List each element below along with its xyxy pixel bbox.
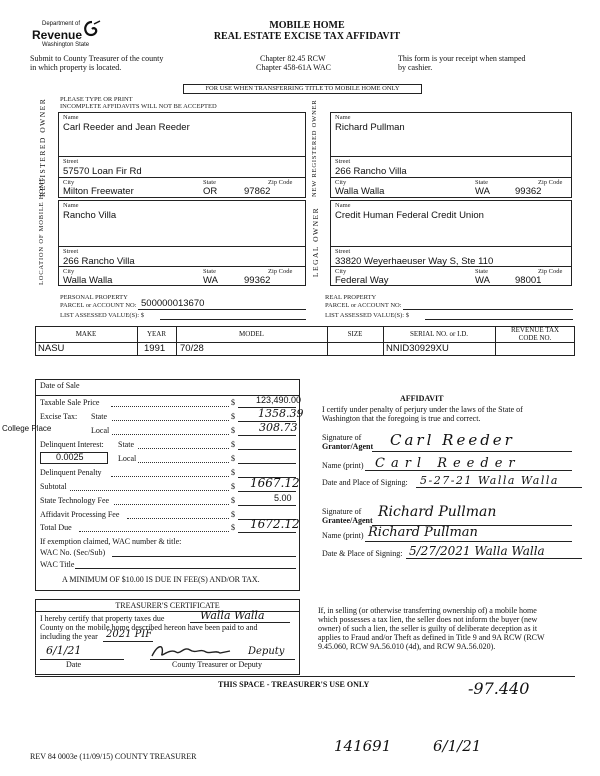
chapter-rcw: Chapter 82.45 RCW — [260, 54, 326, 63]
form-number: REV 84 0003e (11/09/15) COUNTY TREASURER — [30, 752, 197, 761]
receipt-text-1: This form is your receipt when stamped — [398, 54, 526, 63]
personal-list-label: LIST ASSESSED VALUE(S): $ — [60, 312, 144, 319]
grantor-date-label: Date and Place of Signing: — [322, 478, 408, 487]
interest-local-dollar: $ — [231, 454, 235, 463]
subtotal-label: Subtotal — [40, 482, 67, 491]
form-title-2: REAL ESTATE EXCISE TAX AFFIDAVIT — [213, 31, 401, 42]
location-street[interactable]: 266 Rancho Villa — [63, 256, 135, 267]
new-owner-city[interactable]: Walla Walla — [335, 186, 385, 197]
loc-street-label: Street — [63, 248, 79, 255]
grantor-sig-label-2: Grantor/Agent — [322, 442, 374, 451]
delinquent-penalty-label: Delinquent Penalty — [40, 468, 102, 477]
treasurer-date[interactable]: 6/1/21 — [46, 644, 82, 657]
personal-parcel-number[interactable]: 500000013670 — [141, 298, 205, 309]
treasurer-date-label: Date — [66, 660, 82, 669]
legal-owner-state[interactable]: WA — [475, 275, 490, 286]
legal-owner-street[interactable]: 33820 Weyerhaeuser Way S, Ste 110 — [335, 256, 494, 267]
grantee-date-label: Date & Place of Signing: — [322, 549, 403, 558]
new-city-label: City — [335, 179, 347, 186]
reg-owner-zip[interactable]: 97862 — [244, 186, 271, 197]
exemption-label: If exemption claimed, WAC number & title: — [40, 537, 182, 546]
treasurer-line-3: including the year — [40, 632, 98, 641]
grantor-date-place[interactable]: 5-27-21 Walla Walla — [420, 474, 559, 487]
grantee-sig-label-2: Grantee/Agent — [322, 516, 373, 525]
reg-owner-state[interactable]: OR — [203, 186, 218, 197]
notice-text-1: If, in selling (or otherwise transferring ownership of) a mobile home — [318, 606, 537, 615]
treasurer-county[interactable]: Walla Walla — [200, 609, 265, 622]
interest-state-dollar: $ — [231, 440, 235, 449]
form-title-1: MOBILE HOME — [269, 20, 345, 31]
legal-owner-label: LEGAL OWNER — [311, 206, 320, 278]
notice-text-2: which possesses a tax lien, the seller does not inform the buyer (new — [318, 615, 538, 624]
excise-local-value[interactable]: 308.73 — [259, 421, 298, 434]
col-make: MAKE — [75, 330, 97, 338]
new-owner-street[interactable]: 266 Rancho Villa — [335, 166, 407, 177]
treasurer-title: TREASURER'S CERTIFICATE — [115, 601, 220, 610]
treasurer-sign-label: County Treasurer or Deputy — [172, 660, 262, 669]
registered-owner-label: REGISTERED OWNER — [38, 97, 47, 197]
use-banner: FOR USE WHEN TRANSFERRING TITLE TO MOBILE HOME ONLY — [183, 84, 422, 94]
excise-state-dollar: $ — [231, 412, 235, 421]
logo-dept-text: Department of — [42, 21, 81, 27]
tech-fee-value[interactable]: 5.00 — [274, 493, 292, 503]
vehicle-model[interactable]: 70/28 — [180, 343, 204, 354]
reg-state-label: State — [203, 179, 216, 186]
logo-state-text: Washington State — [42, 42, 90, 48]
real-property-label: REAL PROPERTY — [325, 294, 377, 301]
college-place: College Place — [2, 424, 52, 433]
notice-text-5: 9.45.060, RCW 9A.56.010 (4d), and RCW 9A.56.020). — [318, 642, 496, 651]
legal-name-label: Name — [335, 202, 351, 209]
notice-text-4: applies to Fraud and/or Theft as defined in Title 9 and 9A RCW (RCW — [318, 633, 545, 642]
location-label: LOCATION OF MOBILE HOME — [38, 176, 45, 285]
reg-owner-street[interactable]: 57570 Loan Fir Rd — [63, 166, 142, 177]
loc-state-label: State — [203, 268, 216, 275]
affidavit-fee-label: Affidavit Processing Fee — [40, 510, 120, 519]
treasurer-year[interactable]: 2021 PIF — [106, 629, 153, 640]
chapter-wac: Chapter 458-61A WAC — [256, 63, 331, 72]
interest-local-label: Local — [118, 454, 137, 463]
grantee-name-print[interactable]: Richard Pullman — [368, 525, 478, 540]
loc-city-label: City — [63, 268, 75, 275]
notice-text-3: owner) of such a lien, the seller is guilty of deliberate deception as it — [318, 624, 538, 633]
treasurer-use-only: THIS SPACE - TREASURER'S USE ONLY — [218, 680, 370, 689]
excise-state-label: State — [91, 412, 107, 421]
real-list-label: LIST ASSESSED VALUE(S): $ — [325, 312, 409, 319]
location-city[interactable]: Walla Walla — [63, 275, 113, 286]
excise-local-dollar: $ — [231, 426, 235, 435]
real-parcel-label: PARCEL or ACCOUNT NO: — [325, 302, 402, 309]
taxable-sale-price[interactable]: 123,490.00 — [256, 395, 302, 405]
loc-zip-label: Zip Code — [268, 268, 293, 275]
location-state[interactable]: WA — [203, 275, 218, 286]
new-owner-label: NEW REGISTERED OWNER — [311, 99, 318, 197]
date-of-sale-label: Date of Sale — [40, 381, 80, 390]
grantor-name-print[interactable]: Carl Reeder — [375, 456, 521, 471]
new-owner-zip[interactable]: 99362 — [515, 186, 542, 197]
grantee-name-label: Name (print) — [322, 531, 364, 540]
submit-text-1: Submit to County Treasurer of the county — [30, 54, 164, 63]
reg-name-label: Name — [63, 114, 79, 121]
treasurer-line-1: I hereby certify that property taxes due — [40, 614, 165, 623]
personal-parcel-label: PARCEL or ACCOUNT NO: — [60, 302, 137, 309]
subtotal-value[interactable]: 1667.12 — [250, 476, 300, 490]
receipt-number: 141691 — [334, 737, 392, 755]
legal-owner-name[interactable]: Credit Human Federal Credit Union — [335, 210, 484, 221]
treasurer-signature-icon — [150, 642, 232, 660]
vehicle-make[interactable]: NASU — [38, 343, 65, 354]
grantor-name-label: Name (print) — [322, 461, 364, 470]
col-tax-code: REVENUE TAX CODE NO. — [510, 326, 560, 342]
minimum-note: A MINIMUM OF $10.00 IS DUE IN FEE(S) AND/OR TAX. — [62, 575, 260, 584]
grantee-sig-label-1: Signature of — [322, 507, 362, 516]
legal-city-label: City — [335, 268, 347, 275]
new-owner-name[interactable]: Richard Pullman — [335, 122, 405, 133]
col-year: YEAR — [146, 330, 167, 338]
affidavit-text-2: Washington that the foregoing is true and correct. — [322, 414, 481, 423]
wac-no-label: WAC No. (Sec/Sub) — [40, 548, 106, 557]
col-size: SIZE — [347, 330, 363, 338]
total-due-value[interactable]: 1672.12 — [250, 517, 300, 531]
new-street-label: Street — [335, 158, 351, 165]
tech-fee-label: State Technology Fee — [40, 496, 110, 505]
reg-owner-name[interactable]: Carl Reeder and Jean Reeder — [63, 122, 190, 133]
interest-state-label: State — [118, 440, 134, 449]
delinquent-interest-label: Delinquent Interest: — [40, 440, 104, 449]
reg-city-label: City — [63, 179, 75, 186]
location-name[interactable]: Rancho Villa — [63, 210, 117, 221]
new-zip-label: Zip Code — [538, 179, 563, 186]
legal-state-label: State — [475, 268, 488, 275]
vehicle-year[interactable]: 1991 — [144, 343, 166, 354]
new-state-label: State — [475, 179, 488, 186]
personal-property-label: PERSONAL PROPERTY — [60, 294, 128, 301]
total-label: Total Due — [40, 523, 72, 532]
submit-text-2: in which property is located. — [30, 63, 122, 72]
loc-name-label: Name — [63, 202, 79, 209]
grantee-signature[interactable]: Richard Pullman — [378, 504, 497, 520]
treasurer-deputy: Deputy — [248, 646, 285, 657]
grantor-signature[interactable]: Carl Reeder — [390, 431, 515, 449]
interest-rate[interactable]: 0.0025 — [56, 452, 84, 462]
excise-label: Excise Tax: — [40, 412, 78, 421]
subtotal-dollar: $ — [231, 482, 235, 491]
affidavit-text-1: I certify under penalty of perjury under the laws of the State of — [322, 405, 523, 414]
incomplete-note: INCOMPLETE AFFIDAVITS WILL NOT BE ACCEPTED — [60, 103, 217, 110]
excise-local-label: Local — [91, 426, 110, 435]
legal-owner-zip[interactable]: 98001 — [515, 275, 542, 286]
legal-street-label: Street — [335, 248, 351, 255]
excise-state-value[interactable]: 1358.39 — [258, 407, 304, 420]
taxable-label: Taxable Sale Price — [40, 398, 100, 407]
logo-revenue-text: Revenue — [32, 28, 83, 42]
location-zip[interactable]: 99362 — [244, 275, 271, 286]
tech-fee-dollar: $ — [231, 496, 235, 505]
total-dollar: $ — [231, 523, 235, 532]
receipt-stamp-amount: -97.440 — [468, 679, 530, 698]
receipt-text-2: by cashier. — [398, 63, 433, 72]
legal-zip-label: Zip Code — [538, 268, 563, 275]
type-print-note: PLEASE TYPE OR PRINT — [60, 96, 133, 103]
penalty-dollar: $ — [231, 468, 235, 477]
grantor-sig-label-1: Signature of — [322, 433, 362, 442]
affidavit-fee-dollar: $ — [231, 510, 235, 519]
wac-title-label: WAC Title — [40, 560, 75, 569]
grantee-date-place[interactable]: 5/27/2021 Walla Walla — [409, 544, 545, 558]
taxable-dollar: $ — [231, 398, 235, 407]
affidavit-title: AFFIDAVIT — [400, 394, 444, 403]
new-name-label: Name — [335, 114, 351, 121]
reg-street-label: Street — [63, 158, 79, 165]
col-serial: SERIAL NO. or I.D. — [409, 330, 469, 338]
new-owner-state[interactable]: WA — [475, 186, 490, 197]
treasurer-line-2: County on the mobile home described hereon have been paid to and — [40, 623, 258, 632]
vehicle-serial[interactable]: NNID30929XU — [386, 343, 449, 354]
receipt-date: 6/1/21 — [433, 737, 482, 755]
reg-owner-city[interactable]: Milton Freewater — [63, 186, 134, 197]
col-model: MODEL — [239, 330, 264, 338]
reg-zip-label: Zip Code — [268, 179, 293, 186]
legal-owner-city[interactable]: Federal Way — [335, 275, 389, 286]
